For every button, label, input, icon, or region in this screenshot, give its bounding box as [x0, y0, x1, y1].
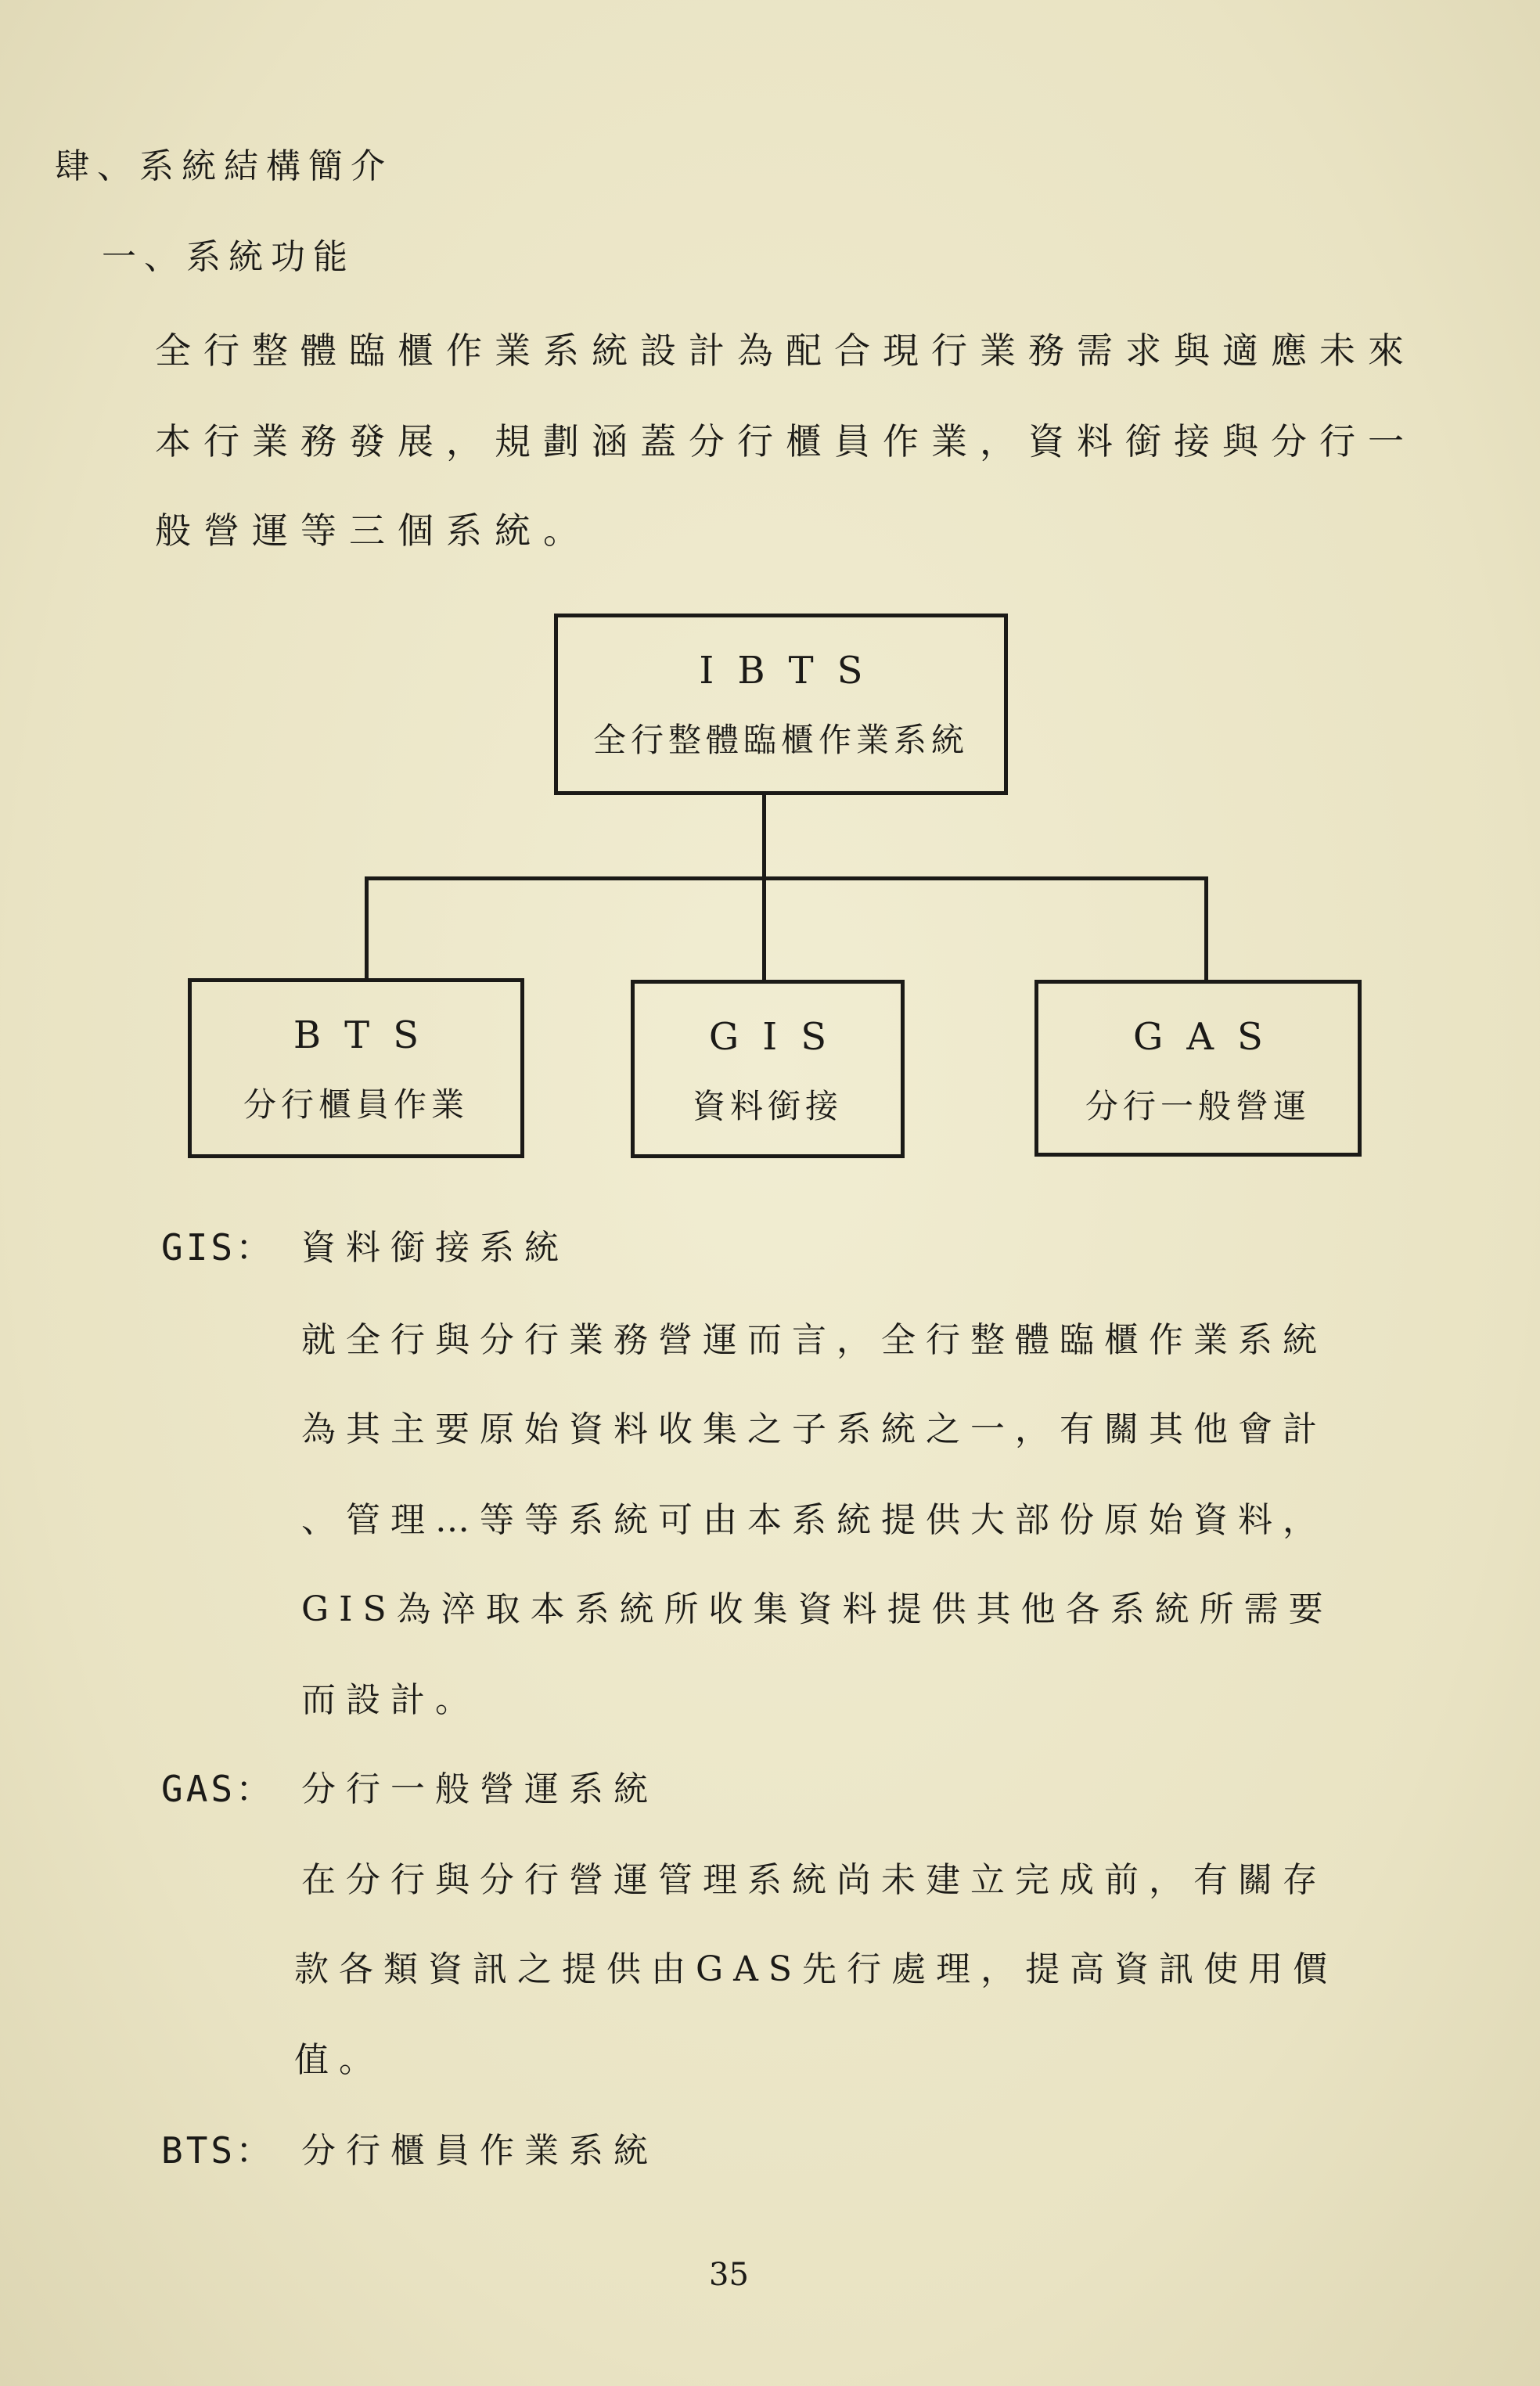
ibts-box	[554, 614, 1008, 795]
gas-label: 分行一般營運	[1085, 1087, 1311, 1125]
connector-bts	[365, 876, 369, 980]
gis-line-4: GIS為淬取本系統所收集資料提供其他各系統所需要	[301, 1589, 1333, 1629]
gas-line-3: 值。	[294, 2040, 383, 2080]
bts-term: BTS：	[161, 2129, 275, 2172]
gis-line-2: 為其主要原始資料收集之子系統之一，有關其他會計	[301, 1409, 1327, 1449]
page-number: 35	[709, 2257, 749, 2293]
intro-line-3: 般營運等三個系統。	[155, 509, 592, 552]
subsection-heading: 一、系統功能	[102, 237, 355, 277]
gis-line-5: 而設計。	[301, 1680, 480, 1720]
section-heading: 肆、系統結構簡介	[55, 146, 393, 186]
gis-box	[631, 980, 905, 1158]
intro-line-2: 本行業務發展，規劃涵蓋分行櫃員作業，資料銜接與分行一	[155, 420, 1416, 462]
bts-label: 分行櫃員作業	[243, 1085, 469, 1124]
connector-root-down	[762, 795, 766, 878]
gas-box	[1034, 980, 1362, 1157]
gas-title: 分行一般營運系統	[301, 1769, 658, 1809]
gis-title: 資料銜接系統	[301, 1228, 569, 1268]
connector-gas	[1204, 876, 1208, 980]
ibts-code: IBTS	[699, 649, 887, 693]
gas-line-1: 在分行與分行營運管理系統尚未建立完成前，有關存	[301, 1860, 1327, 1900]
bts-box	[188, 978, 524, 1158]
bts-code: BTS	[293, 1013, 443, 1057]
intro-line-1: 全行整體臨櫃作業系統設計為配合現行業務需求與適應未來	[155, 329, 1416, 372]
gas-code: GAS	[1133, 1015, 1286, 1059]
bts-title: 分行櫃員作業系統	[301, 2131, 658, 2171]
gas-line-2: 款各類資訊之提供由GAS先行處理，提高資訊使用價	[294, 1949, 1338, 1989]
ibts-label: 全行整體臨櫃作業系統	[592, 721, 969, 759]
gis-label: 資料銜接	[692, 1087, 843, 1125]
gas-term: GAS：	[161, 1768, 275, 1810]
connector-gis	[762, 876, 766, 980]
gis-term: GIS：	[161, 1226, 275, 1269]
connector-horizontal	[365, 876, 1208, 880]
gis-code: GIS	[708, 1015, 851, 1059]
gis-line-1: 就全行與分行業務營運而言，全行整體臨櫃作業系統	[301, 1320, 1327, 1360]
gis-line-3: 、管理…等等系統可由本系統提供大部份原始資料，	[301, 1500, 1327, 1540]
